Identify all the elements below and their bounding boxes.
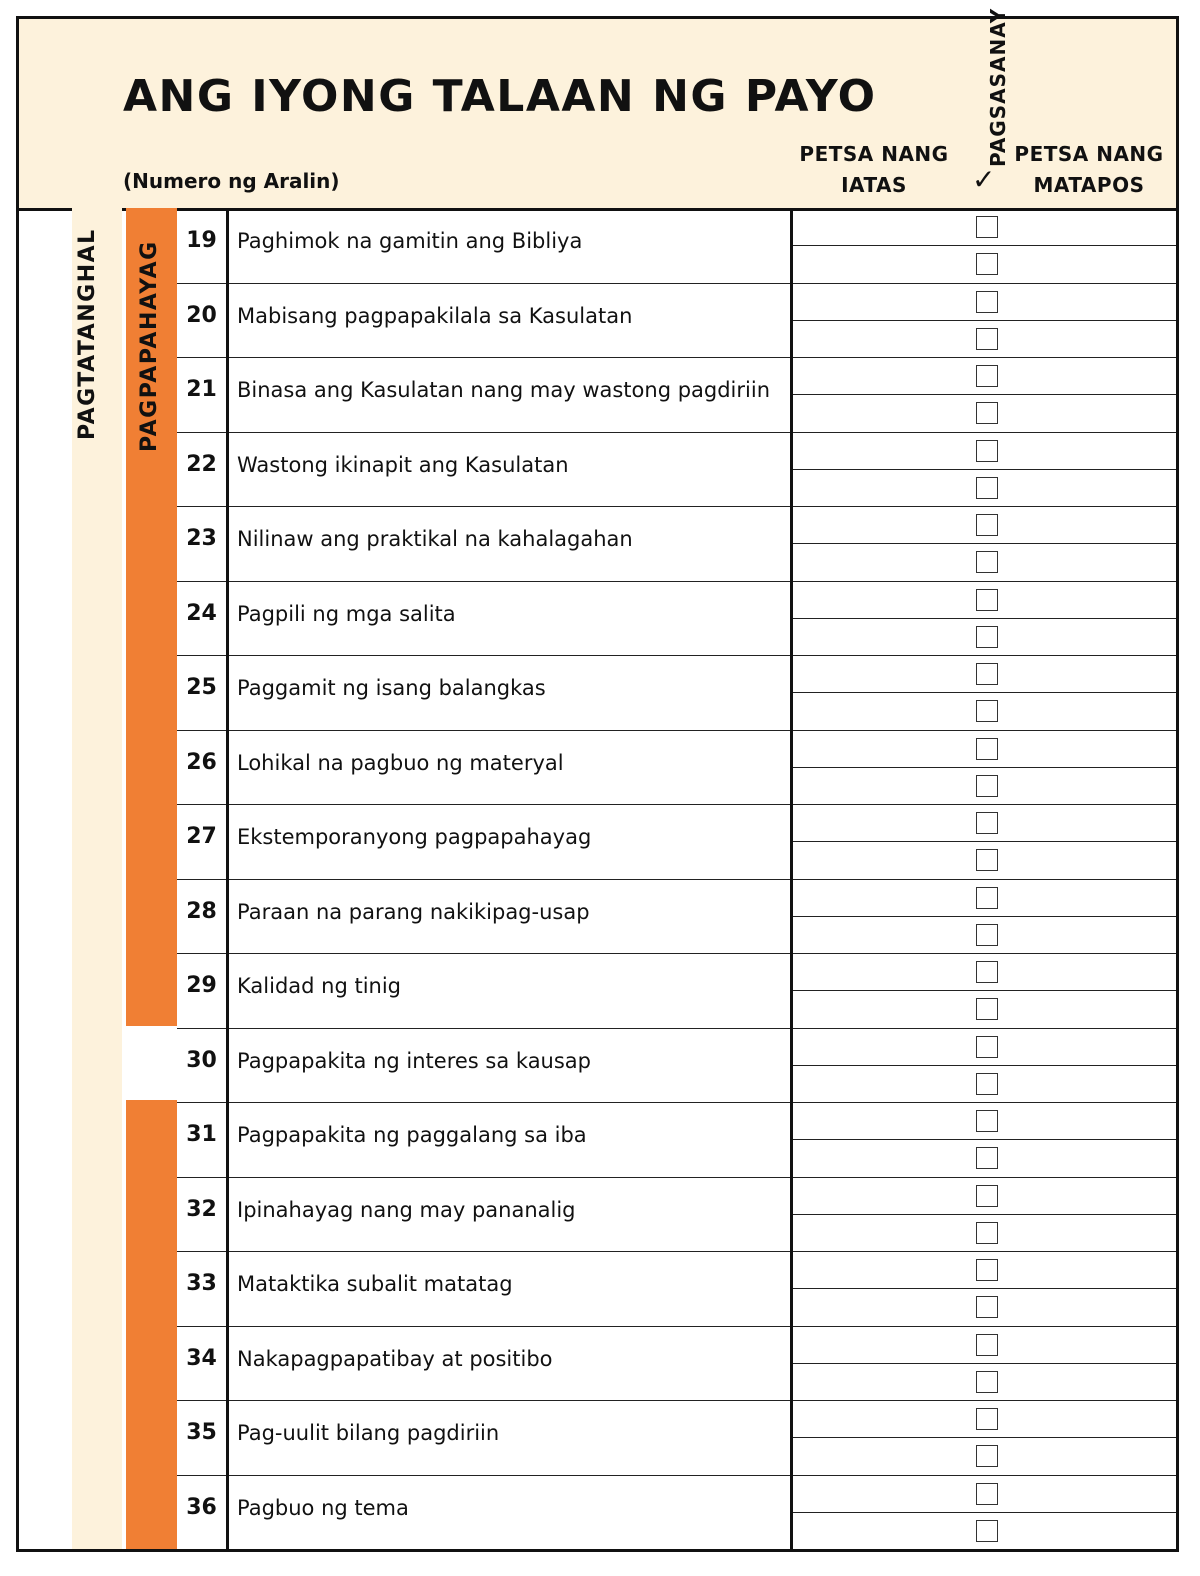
practice-checkbox[interactable]: [976, 1296, 998, 1318]
row-half-divider: [793, 767, 1176, 768]
practice-checkbox[interactable]: [976, 477, 998, 499]
lesson-number: 31: [186, 1122, 217, 1147]
lesson-number: 25: [186, 675, 217, 700]
lesson-row: [19, 208, 1176, 283]
lesson-title: Pagpapakita ng interes sa kausap: [237, 1048, 592, 1073]
practice-checkbox[interactable]: [976, 514, 998, 536]
row-half-divider: [793, 469, 1176, 470]
lesson-number: 24: [186, 600, 217, 626]
form-header: [19, 7, 1176, 211]
practice-checkbox[interactable]: [976, 291, 998, 313]
row-half-divider: [793, 1139, 1176, 1140]
lesson-row: [19, 357, 1176, 432]
practice-checkbox[interactable]: [976, 1371, 998, 1393]
practice-checkbox[interactable]: [976, 1483, 998, 1505]
lesson-number: 19: [186, 228, 217, 253]
lesson-title: Mataktika subalit matatag: [237, 1272, 513, 1296]
lesson-row: [19, 1028, 1176, 1103]
checkmark-icon: ✓: [972, 163, 996, 196]
practice-checkbox[interactable]: [976, 253, 998, 275]
page-title: ANG IYONG TALAAN NG PAYO: [123, 71, 877, 122]
row-half-divider: [793, 1512, 1176, 1513]
practice-checkbox[interactable]: [976, 924, 998, 946]
counsel-record-form: [16, 7, 1179, 1552]
practice-checkbox[interactable]: [976, 1110, 998, 1132]
row-half-divider: [793, 1363, 1176, 1364]
practice-checkbox[interactable]: [976, 1036, 998, 1058]
lesson-title: Nilinaw ang praktikal na kahalagahan: [237, 527, 633, 551]
lesson-title: Paggamit ng isang balangkas: [237, 676, 546, 700]
practice-checkbox[interactable]: [976, 998, 998, 1020]
lesson-number-caption: (Numero ng Aralin): [123, 169, 340, 193]
row-half-divider: [793, 543, 1176, 544]
row-half-divider: [793, 990, 1176, 991]
lesson-title: Pag-uulit bilang pagdiriin: [237, 1421, 500, 1445]
practice-header: [966, 7, 1010, 203]
lesson-title: Pagpili ng mga salita: [237, 601, 456, 626]
practice-checkbox[interactable]: [976, 961, 998, 983]
practice-checkbox[interactable]: [976, 589, 998, 611]
lesson-number: 22: [186, 451, 217, 477]
lesson-title: Lohikal na pagbuo ng materyal: [237, 750, 564, 775]
date-completed-header-text: PETSA NANG MATAPOS: [1014, 142, 1164, 197]
lesson-title: Ekstemporanyong pagpapahayag: [237, 825, 592, 849]
lesson-row: [19, 1326, 1176, 1401]
lesson-number: 28: [186, 898, 217, 924]
lesson-title: Pagbuo ng tema: [237, 1495, 409, 1520]
practice-checkbox[interactable]: [976, 365, 998, 387]
practice-checkbox[interactable]: [976, 551, 998, 573]
practice-checkbox[interactable]: [976, 1520, 998, 1542]
lesson-number: 32: [186, 1196, 217, 1222]
practice-checkbox[interactable]: [976, 1259, 998, 1281]
practice-checkbox[interactable]: [976, 1073, 998, 1095]
practice-checkbox[interactable]: [976, 1408, 998, 1430]
date-assigned-header: [796, 139, 952, 201]
lesson-title: Kalidad ng tinig: [237, 974, 402, 998]
lesson-number: 35: [186, 1420, 217, 1445]
practice-checkbox[interactable]: [976, 1147, 998, 1169]
lesson-number: 20: [186, 302, 217, 328]
lesson-row: [19, 506, 1176, 581]
lesson-title: Binasa ang Kasulatan nang may wastong pagdiriin: [237, 378, 771, 402]
lesson-row: [19, 655, 1176, 730]
lesson-number: 21: [186, 377, 217, 402]
lesson-row: [19, 1475, 1176, 1550]
date-completed-header: [1009, 139, 1169, 201]
row-half-divider: [793, 245, 1176, 246]
practice-checkbox[interactable]: [976, 775, 998, 797]
lesson-title: Mabisang pagpapakilala sa Kasulatan: [237, 303, 633, 328]
lesson-row: [19, 283, 1176, 358]
lesson-title: Ipinahayag nang may pananalig: [237, 1197, 576, 1222]
lesson-row: [19, 879, 1176, 954]
lesson-number: 29: [186, 973, 217, 998]
column-divider: [226, 208, 229, 1549]
practice-checkbox[interactable]: [976, 849, 998, 871]
row-half-divider: [793, 1288, 1176, 1289]
lesson-number: 30: [186, 1047, 217, 1073]
lesson-number: 23: [186, 526, 217, 551]
lesson-number: 33: [186, 1271, 217, 1296]
lesson-row: [19, 581, 1176, 656]
row-half-divider: [793, 394, 1176, 395]
practice-checkbox[interactable]: [976, 700, 998, 722]
lesson-title: Nakapagpapatibay at positibo: [237, 1346, 553, 1371]
lesson-row: [19, 804, 1176, 879]
practice-checkbox[interactable]: [976, 440, 998, 462]
lesson-row: [19, 1102, 1176, 1177]
lesson-title: Wastong ikinapit ang Kasulatan: [237, 452, 569, 477]
category-label-outer: PAGTATANGHAL: [75, 228, 100, 440]
lesson-row: [19, 432, 1176, 507]
practice-checkbox[interactable]: [976, 663, 998, 685]
practice-checkbox[interactable]: [976, 328, 998, 350]
lesson-row: [19, 1251, 1176, 1326]
lesson-row: [19, 953, 1176, 1028]
practice-checkbox[interactable]: [976, 812, 998, 834]
category-label-inner: PAGPAPAHAYAG: [137, 240, 162, 452]
lesson-table: [19, 208, 1176, 1549]
date-assigned-header-text: PETSA NANG IATAS: [799, 142, 949, 197]
lesson-row: [19, 1177, 1176, 1252]
lesson-number: 36: [186, 1494, 217, 1520]
lesson-row: [19, 1400, 1176, 1475]
practice-checkbox[interactable]: [976, 738, 998, 760]
row-half-divider: [793, 1065, 1176, 1066]
practice-checkbox[interactable]: [976, 402, 998, 424]
lesson-title: Pagpapakita ng paggalang sa iba: [237, 1123, 587, 1147]
row-half-divider: [793, 1214, 1176, 1215]
lesson-row: [19, 730, 1176, 805]
practice-checkbox[interactable]: [976, 626, 998, 648]
row-half-divider: [793, 1437, 1176, 1438]
column-divider: [790, 208, 793, 1549]
lesson-number: 34: [186, 1345, 217, 1371]
practice-checkbox[interactable]: [976, 887, 998, 909]
lesson-title: Paghimok na gamitin ang Bibliya: [237, 229, 583, 253]
row-half-divider: [793, 916, 1176, 917]
row-half-divider: [793, 692, 1176, 693]
row-half-divider: [793, 618, 1176, 619]
lesson-number: 26: [186, 749, 217, 775]
practice-checkbox[interactable]: [976, 216, 998, 238]
practice-checkbox[interactable]: [976, 1222, 998, 1244]
lesson-number: 27: [186, 824, 217, 849]
practice-checkbox[interactable]: [976, 1445, 998, 1467]
practice-header-text: PAGSASANAY: [986, 7, 1010, 167]
practice-checkbox[interactable]: [976, 1185, 998, 1207]
row-half-divider: [793, 320, 1176, 321]
row-half-divider: [793, 841, 1176, 842]
practice-checkbox[interactable]: [976, 1334, 998, 1356]
lesson-title: Paraan na parang nakikipag-usap: [237, 899, 590, 924]
